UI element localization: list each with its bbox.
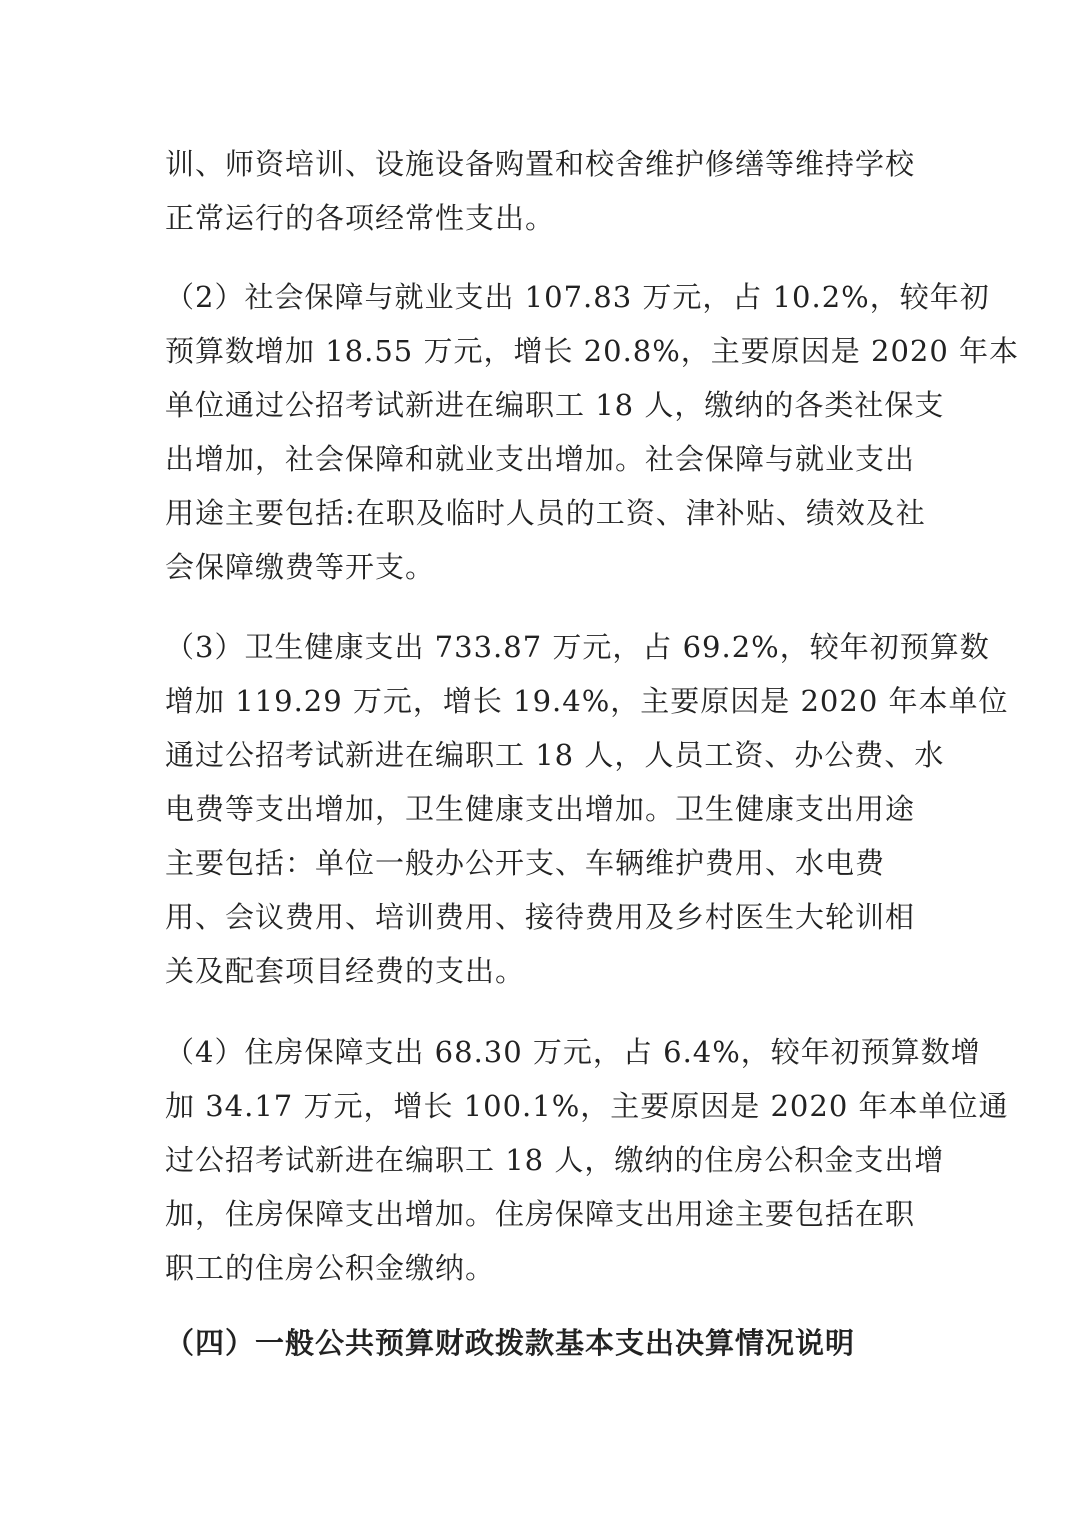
text-line: 单位通过公招考试新进在编职工 18 人，缴纳的各类社保支 bbox=[165, 388, 945, 422]
text-line: 会保障缴费等开支。 bbox=[165, 550, 436, 584]
text-line: 主要包括：单位一般办公开支、车辆维护费用、水电费 bbox=[165, 846, 886, 880]
text-line: 关及配套项目经费的支出。 bbox=[165, 954, 526, 988]
paragraph-health bbox=[165, 620, 1009, 998]
text-line: 电费等支出增加，卫生健康支出增加。卫生健康支出用途 bbox=[165, 792, 916, 826]
text-line: （2）社会保障与就业支出 107.83 万元，占 10.2%，较年初 bbox=[165, 280, 990, 314]
section-heading bbox=[165, 1316, 925, 1370]
text-line: 增加 119.29 万元，增长 19.4%，主要原因是 2020 年本单位 bbox=[165, 684, 1009, 718]
text-line: 通过公招考试新进在编职工 18 人，人员工资、办公费、水 bbox=[165, 738, 945, 772]
text-line: 职工的住房公积金缴纳。 bbox=[165, 1251, 496, 1285]
text-line: 预算数增加 18.55 万元，增长 20.8%，主要原因是 2020 年本 bbox=[165, 334, 1020, 368]
text-line: （3）卫生健康支出 733.87 万元，占 69.2%，较年初预算数 bbox=[165, 630, 990, 664]
text-line: 正常运行的各项经常性支出。 bbox=[165, 201, 556, 235]
text-line: 用、会议费用、培训费用、接待费用及乡村医生大轮训相 bbox=[165, 900, 916, 934]
text-line: 过公招考试新进在编职工 18 人，缴纳的住房公积金支出增 bbox=[165, 1143, 945, 1177]
text-line: 加 34.17 万元，增长 100.1%，主要原因是 2020 年本单位通 bbox=[165, 1089, 1009, 1123]
heading-text: （四）一般公共预算财政拨款基本支出决算情况说明 bbox=[165, 1326, 856, 1360]
paragraph-continuation bbox=[165, 137, 925, 245]
text-line: 出增加，社会保障和就业支出增加。社会保障与就业支出 bbox=[165, 442, 916, 476]
paragraph-social-security bbox=[165, 270, 1020, 594]
paragraph-housing bbox=[165, 1025, 1009, 1295]
text-line: （4）住房保障支出 68.30 万元，占 6.4%，较年初预算数增 bbox=[165, 1035, 981, 1069]
text-line: 用途主要包括:在职及临时人员的工资、津补贴、绩效及社 bbox=[165, 496, 926, 530]
text-line: 加，住房保障支出增加。住房保障支出用途主要包括在职 bbox=[165, 1197, 916, 1231]
text-line: 训、师资培训、设施设备购置和校舍维护修缮等维持学校 bbox=[165, 147, 916, 181]
